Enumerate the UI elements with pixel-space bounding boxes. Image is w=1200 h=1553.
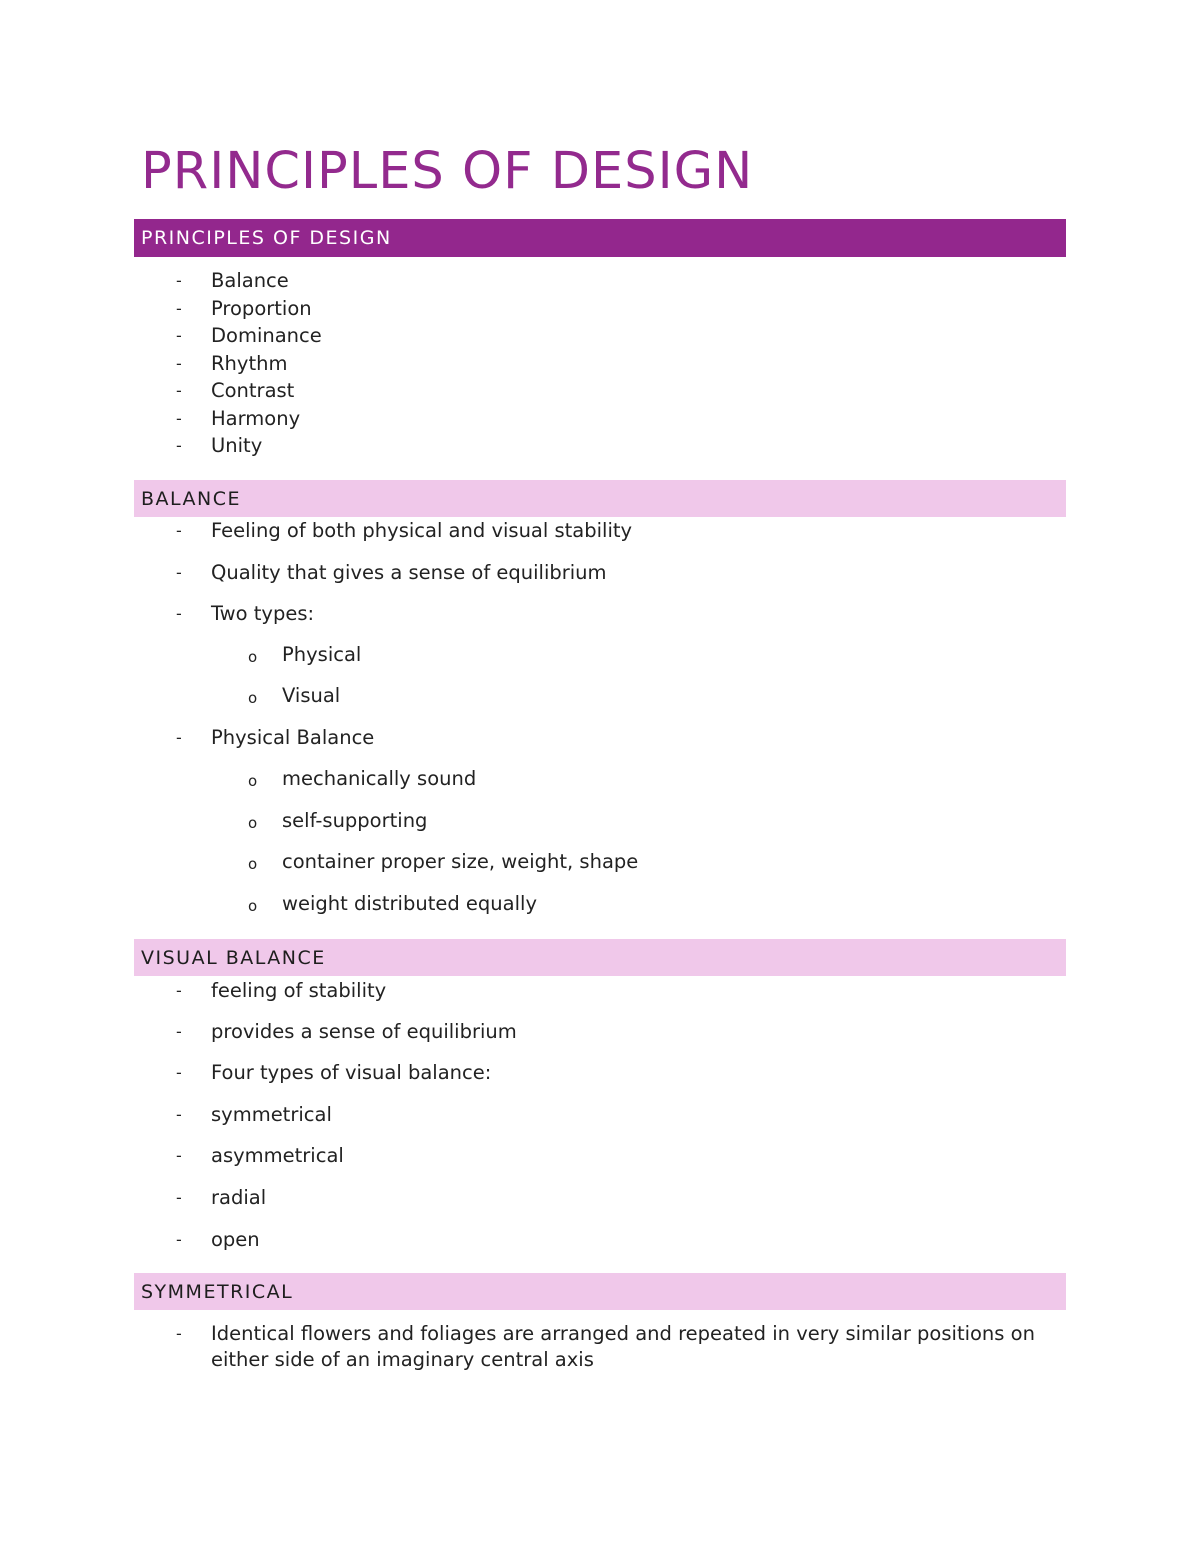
list-item: - Identical flowers and foliages are arranged and repeated in very similar positions on either side of an imaginary central axis [176,1322,1035,1371]
dash-bullet: - [176,1063,182,1082]
list-item: - asymmetrical [176,1144,344,1167]
list-item: - Contrast [176,379,295,402]
list-item: - open [176,1228,260,1251]
dash-bullet: - [176,409,182,428]
list-item: - Dominance [176,324,322,347]
sub-list-item: o container proper size, weight, shape [282,849,638,875]
section-heading-balance [134,480,1066,517]
dash-bullet: - [176,563,182,582]
list-item: - Harmony [176,407,301,430]
dash-bullet: - [176,271,182,290]
dash-bullet: - [176,381,182,400]
dash-bullet: - [176,1230,182,1249]
sub-list-item: o self-supporting [282,808,427,834]
section-heading-text: SYMMETRICAL [141,1280,294,1303]
list-item: - Four types of visual balance: [176,1061,492,1084]
dash-bullet: - [176,521,182,540]
dash-bullet: - [176,1188,182,1207]
list-item: - Proportion [176,297,312,320]
dash-bullet: - [176,728,182,747]
list-item: - Unity [176,434,263,457]
list-item: - Feeling of both physical and visual stability [176,519,633,542]
dash-bullet: - [176,981,182,1000]
circle-bullet: o [248,855,258,873]
circle-bullet: o [248,814,258,832]
dash-bullet: - [176,354,182,373]
section-heading-text: BALANCE [141,487,242,510]
sub-list-item: o Physical [282,642,361,668]
dash-bullet: - [176,604,182,623]
list-item: - Quality that gives a sense of equilibrium [176,561,607,584]
circle-bullet: o [248,772,258,790]
section-heading-symmetrical [134,1273,1066,1310]
dash-bullet: - [176,1324,182,1343]
dash-bullet: - [176,436,182,455]
dash-bullet: - [176,1146,182,1165]
list-item: - symmetrical [176,1103,332,1126]
document-title: PRINCIPLES OF DESIGN [141,142,754,201]
list-item: - provides a sense of equilibrium [176,1020,517,1043]
section-heading-visual-balance [134,939,1066,976]
sub-list-item: o mechanically sound [282,766,476,792]
list-item: - Two types: [176,602,315,625]
list-item: - radial [176,1186,267,1209]
dash-bullet: - [176,1022,182,1041]
section-heading-text: PRINCIPLES OF DESIGN [141,227,392,249]
list-item: - feeling of stability [176,979,387,1002]
dash-bullet: - [176,326,182,345]
sub-list-item: o weight distributed equally [282,891,537,917]
list-item: - Balance [176,269,289,292]
section-heading-principles [134,219,1066,257]
circle-bullet: o [248,897,258,915]
dash-bullet: - [176,299,182,318]
dash-bullet: - [176,1105,182,1124]
circle-bullet: o [248,689,258,707]
section-heading-text: VISUAL BALANCE [141,946,326,969]
list-item: - Rhythm [176,352,288,375]
circle-bullet: o [248,648,258,666]
sub-list-item: o Visual [282,683,340,709]
list-item: - Physical Balance [176,726,375,749]
